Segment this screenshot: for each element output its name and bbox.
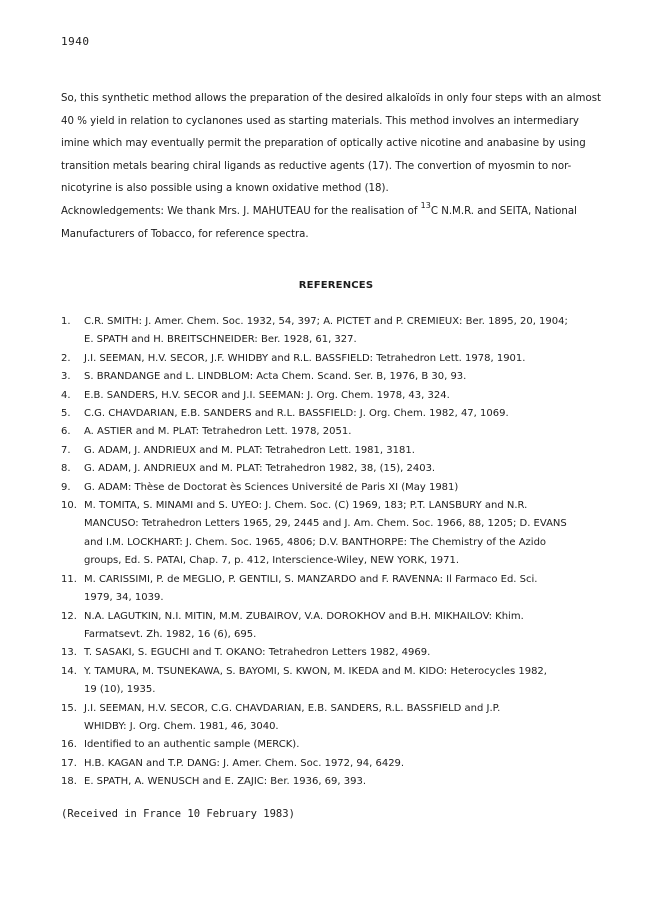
- reference-number: 10.: [61, 500, 77, 512]
- body-line: transition metals bearing chiral ligands as reductive agents (17). The convertion of myosmin to nor-: [61, 160, 572, 172]
- reference-line: G. ADAM, J. ANDRIEUX and M. PLAT: Tetrahedron Lett. 1981, 3181.: [84, 444, 415, 456]
- reference-text: [84, 497, 627, 571]
- acknowledgements-text: Acknowledgements: We thank Mrs. J. MAHUTEAU for the realisation of: [61, 205, 421, 217]
- reference-number: 14.: [61, 665, 77, 677]
- received-date: (Received in France 10 February 1983): [61, 808, 295, 820]
- reference-line: Identified to an authentic sample (MERCK).: [84, 739, 300, 751]
- references-list: [61, 313, 627, 792]
- reference-item: [61, 405, 627, 423]
- reference-item: [61, 571, 627, 608]
- reference-number: 11.: [61, 573, 77, 585]
- reference-number: 15.: [61, 702, 77, 714]
- reference-line: 19 (10), 1935.: [84, 684, 156, 696]
- reference-text: [84, 608, 627, 645]
- reference-text: [84, 663, 627, 700]
- reference-text: [84, 479, 627, 497]
- reference-line: T. SASAKI, S. EGUCHI and T. OKANO: Tetrahedron Letters 1982, 4969.: [84, 647, 431, 659]
- reference-text: [84, 571, 627, 608]
- acknowledgements-line-2: Manufacturers of Tobacco, for reference spectra.: [61, 228, 309, 240]
- reference-item: [61, 368, 627, 386]
- reference-line: groups, Ed. S. PATAI, Chap. 7, p. 412, Interscience-Wiley, NEW YORK, 1971.: [84, 555, 460, 567]
- reference-text: [84, 700, 627, 737]
- reference-item: [61, 755, 627, 773]
- reference-line: E. SPATH and H. BREITSCHNEIDER: Ber. 1928, 61, 327.: [84, 334, 357, 346]
- reference-line: M. TOMITA, S. MINAMI and S. UYEO: J. Chem. Soc. (C) 1969, 183; P.T. LANSBURY and N.R.: [84, 500, 528, 512]
- body-line: 40 % yield in relation to cyclanones used as starting materials. This method involves an intermediary: [61, 115, 579, 127]
- reference-item: [61, 608, 627, 645]
- reference-line: C.R. SMITH: J. Amer. Chem. Soc. 1932, 54, 397; A. PICTET and P. CREMIEUX: Ber. 1895, 20, 1904;: [84, 316, 568, 327]
- reference-text: [84, 387, 627, 405]
- reference-number: 18.: [61, 776, 77, 788]
- reference-item: [61, 423, 627, 441]
- reference-line: MANCUSO: Tetrahedron Letters 1965, 29, 2445 and J. Am. Chem. Soc. 1966, 88, 1205; D. EVANS: [84, 518, 567, 530]
- body-line: nicotyrine is also possible using a known oxidative method (18).: [61, 183, 389, 195]
- reference-line: J.I. SEEMAN, H.V. SECOR, J.F. WHIDBY and R.L. BASSFIELD: Tetrahedron Lett. 1978, 1901.: [84, 352, 526, 364]
- body-text: [61, 88, 621, 246]
- reference-item: [61, 644, 627, 662]
- reference-number: 1.: [61, 316, 71, 327]
- reference-text: [84, 423, 627, 441]
- reference-line: S. BRANDANGE and L. LINDBLOM: Acta Chem. Scand. Ser. B, 1976, B 30, 93.: [84, 371, 467, 383]
- body-line: So, this synthetic method allows the preparation of the desired alkaloïds in only four steps with an almost: [61, 93, 602, 104]
- reference-text: [84, 736, 627, 754]
- reference-number: 13.: [61, 647, 77, 659]
- reference-text: [84, 368, 627, 386]
- reference-line: J.I. SEEMAN, H.V. SECOR, C.G. CHAVDARIAN, E.B. SANDERS, R.L. BASSFIELD and J.P.: [84, 702, 501, 714]
- reference-item: [61, 350, 627, 368]
- reference-text: [84, 405, 627, 423]
- reference-item: [61, 736, 627, 754]
- reference-text: [84, 644, 627, 662]
- acknowledgements-line: [61, 201, 621, 224]
- reference-number: 5.: [61, 408, 71, 420]
- isotope-superscript: 13: [420, 200, 431, 210]
- reference-item: [61, 773, 627, 791]
- reference-item: [61, 479, 627, 497]
- reference-number: 16.: [61, 739, 77, 751]
- reference-line: G. ADAM: Thèse de Doctorat ès Sciences Université de Paris XI (May 1981): [84, 481, 459, 493]
- reference-text: [84, 313, 627, 350]
- reference-number: 12.: [61, 610, 77, 622]
- reference-number: 7.: [61, 444, 71, 456]
- reference-line: and I.M. LOCKHART: J. Chem. Soc. 1965, 4806; D.V. BANTHORPE: The Chemistry of the Azido: [84, 536, 547, 548]
- reference-item: [61, 700, 627, 737]
- reference-item: [61, 663, 627, 700]
- reference-line: WHIDBY: J. Org. Chem. 1981, 46, 3040.: [84, 720, 279, 732]
- reference-item: [61, 442, 627, 460]
- reference-line: N.A. LAGUTKIN, N.I. MITIN, M.M. ZUBAIROV, V.A. DOROKHOV and B.H. MIKHAILOV: Khim.: [84, 610, 524, 622]
- reference-text: [84, 755, 627, 773]
- acknowledgements-text-cont: C N.M.R. and SEITA, National: [430, 205, 577, 217]
- reference-item: [61, 497, 627, 571]
- reference-line: Farmatsevt. Zh. 1982, 16 (6), 695.: [84, 628, 257, 640]
- reference-line: Y. TAMURA, M. TSUNEKAWA, S. BAYOMI, S. KWON, M. IKEDA and M. KIDO: Heterocycles 1982,: [84, 665, 547, 677]
- body-line: imine which may eventually permit the preparation of optically active nicotine and anabasine by using: [61, 138, 586, 150]
- reference-text: [84, 350, 627, 368]
- reference-text: [84, 460, 627, 478]
- reference-line: G. ADAM, J. ANDRIEUX and M. PLAT: Tetrahedron 1982, 38, (15), 2403.: [84, 463, 436, 475]
- reference-item: [61, 387, 627, 405]
- page-number: 1940: [61, 35, 90, 48]
- reference-line: E. SPATH, A. WENUSCH and E. ZAJIC: Ber. 1936, 69, 393.: [84, 776, 367, 788]
- reference-text: [84, 773, 627, 791]
- reference-number: 9.: [61, 481, 71, 493]
- references-heading: REFERENCES: [298, 280, 374, 291]
- reference-line: C.G. CHAVDARIAN, E.B. SANDERS and R.L. BASSFIELD: J. Org. Chem. 1982, 47, 1069.: [84, 408, 509, 420]
- reference-line: A. ASTIER and M. PLAT: Tetrahedron Lett. 1978, 2051.: [84, 426, 352, 438]
- reference-line: H.B. KAGAN and T.P. DANG: J. Amer. Chem. Soc. 1972, 94, 6429.: [84, 757, 405, 769]
- reference-line: 1979, 34, 1039.: [84, 592, 164, 604]
- reference-item: [61, 460, 627, 478]
- reference-number: 17.: [61, 757, 77, 769]
- reference-number: 3.: [61, 371, 71, 383]
- reference-number: 4.: [61, 389, 71, 401]
- reference-number: 8.: [61, 463, 71, 475]
- reference-item: [61, 313, 627, 350]
- reference-text: [84, 442, 627, 460]
- reference-number: 6.: [61, 426, 71, 438]
- reference-number: 2.: [61, 352, 71, 364]
- reference-line: M. CARISSIMI, P. de MEGLIO, P. GENTILI, S. MANZARDO and F. RAVENNA: Il Farmaco Ed. Sci.: [84, 573, 538, 585]
- reference-line: E.B. SANDERS, H.V. SECOR and J.I. SEEMAN: J. Org. Chem. 1978, 43, 324.: [84, 389, 450, 401]
